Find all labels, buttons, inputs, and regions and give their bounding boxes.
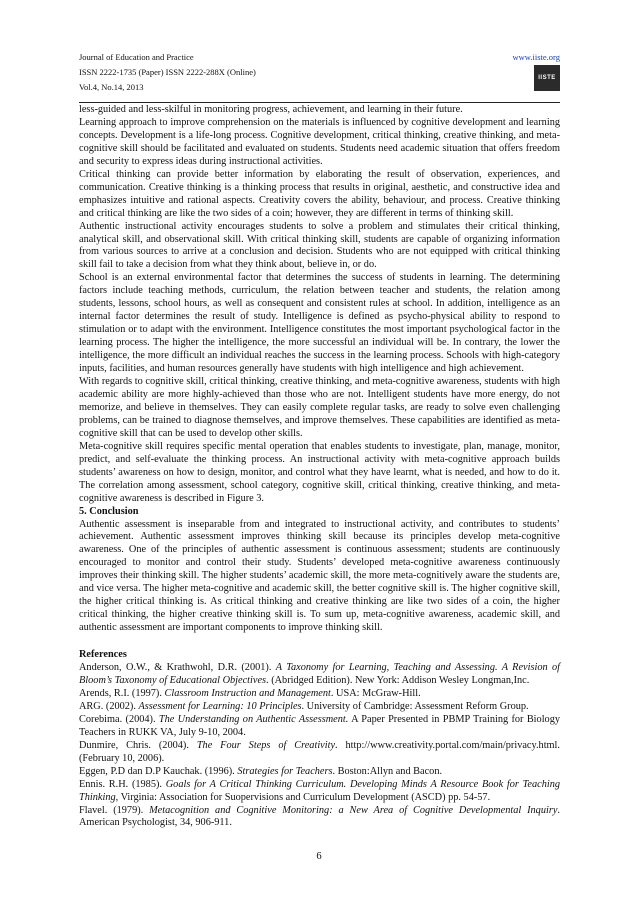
header-divider bbox=[79, 102, 560, 103]
reference-item: Corebima. (2004). The Understanding on Authentic Assessment. A Paper Presented in PBMP Training for Biology Teachers in RUKK VA, July 9-10, 2004. bbox=[79, 713, 560, 738]
reference-item: Arends, R.I. (1997). Classroom Instruction and Management. USA: McGraw-Hill. bbox=[79, 687, 421, 699]
paragraph: School is an external environmental factor that determines the success of students in learning. The determining factors include teaching methods, curriculum, the relation between teacher and students, the relation among students, lessons, school hours, as well as consequent and consistent rules at school. In addition, intelligence as an internal factor determines the result of study. Intelligence is defined as psycho-physical ability to respond to stimulation or to adapt with the environment. Intelligence constitutes the most important psychological factor in the learning process. The higher the intelligence, the more successful an individual will be. In contrary, the lower the intelligence, the more difficult an individual reaches the success in the learning process. Schools with high-category inputs, facilities, and human resources generally have students with high intelligence and high achievement. bbox=[79, 272, 560, 375]
article-body bbox=[79, 104, 560, 830]
paragraph: Learning approach to improve comprehension on the materials is influenced by cognitive development and learning concepts. Development is a life-long process. Cognitive development, critical thinking, creative thinking, and meta-cognitive skill should be facilitated and evaluated on students. Students need academic situation that offers freedom and security to express ideas during instructional activities. bbox=[79, 116, 560, 167]
reference-item: Dunmire, Chris. (2004). The Four Steps of Creativity. http://www.creativity.portal.com/main/privacy.html. (February 10, 2006). bbox=[79, 739, 560, 764]
iiste-logo bbox=[534, 65, 560, 91]
logo-text: IISTE bbox=[538, 74, 556, 81]
paragraph: less-guided and less-skilful in monitoring progress, achievement, and learning in their future. bbox=[79, 104, 463, 115]
reference-item: Eggen, P.D dan D.P Kauchak. (1996). Strategies for Teachers. Boston:Allyn and Bacon. bbox=[79, 765, 443, 777]
journal-url-link[interactable]: www.iiste.org bbox=[512, 52, 560, 62]
reference-list bbox=[79, 662, 560, 830]
section-heading: 5. Conclusion bbox=[79, 505, 139, 517]
page-header bbox=[79, 50, 560, 110]
reference-item: Anderson, O.W., & Krathwohl, D.R. (2001). A Taxonomy for Learning, Teaching and Assessing. A Revision of Bloom’s Taxonomy of Educational Objectives. (Abridged Edition). New York: Addison Wesley Longman,Inc. bbox=[79, 662, 560, 686]
paragraph: Authentic instructional activity encourages students to solve a problem and stimulates their critical thinking, analytical skill, and observational skill. With critical thinking skill, students are capable of organizing information from various sources to arrive at a conclusion and decision. Students who are not equipped with critical thinking skill fail to take a decision from what they think about, believe in, or do. bbox=[79, 220, 560, 271]
reference-item: Ennis. R.H. (1985). Goals for A Critical Thinking Curriculum. Developing Minds A Resource Book for Teaching Thinking, Virginia: Association for Suopervisions and Curriculum Development (ASCD) pp. 54-57. bbox=[79, 778, 561, 803]
volume-line: Vol.4, No.14, 2013 bbox=[79, 82, 144, 92]
paragraph: Authentic assessment is inseparable from and integrated to instructional activity, and contributes to students’ achievement. Authentic assessment improves thinking skill because its principles develop meta-cognitive awareness. One of the principles of authentic assessment is continuous assessment; students are continuously encouraged to monitor and control their study. Students’ developed meta-cognitive awareness continuously improves their thinking skill. The higher students’ academic skill, the more meta-cognitively aware the students are, and vice versa. The higher meta-cognitive and academic skill, the better cognitive skill is. The higher cognitive skill, the higher critical thinking is. As critical thinking and creative thinking are like two sides of a coin, the higher critical thinking, the higher creative thinking skill is. To sum up, meta-cognitive awareness, academic skill, and authentic assessment are important components to improve thinking skill. bbox=[79, 518, 560, 634]
page-number: 6 bbox=[316, 851, 322, 862]
issn-line: ISSN 2222-1735 (Paper) ISSN 2222-288X (Online) bbox=[79, 67, 256, 77]
paragraph: Critical thinking can provide better information by elaborating the result of observation, experiences, and communication. Creative thinking is a thinking process that results in original, aesthetic, and constructive idea and emphasizes intuitive and rational aspects. Creativity covers the ability, behaviour, and process. Creative thinking and critical thinking are like the two sides of a coin; however, they are different in terms of thinking skill. bbox=[79, 168, 560, 219]
paragraph: With regards to cognitive skill, critical thinking, creative thinking, and meta-cognitive awareness, students with high academic ability are more highly-achieved than those who are not. Intelligent students have more energy, do not memorize, and believe in themselves. They can easily complete regular tasks, are ready to solve even challenging problems, can be trained to diagnose themselves, and improve themselves. These capabilities are identified as meta-cognitive skill that can be used to develop other skills. bbox=[79, 376, 560, 439]
reference-item: Flavel. (1979). Metacognition and Cognitive Monitoring: a New Area of Cognitive Developmental Inquiry. American Psychologist, 34, 906-911. bbox=[79, 804, 560, 829]
paragraph: Meta-cognitive skill requires specific mental operation that enables students to investigate, plan, manage, monitor, predict, and self-evaluate the thinking process. An instructional activity with meta-cognitive approach builds students’ awareness on how to design, monitor, and control what they have learnt, what is needed, and how to do it. The correlation among assessment, school category, cognitive skill, critical thinking, creative thinking, and meta-cognitive awareness is described in Figure 3. bbox=[79, 440, 560, 504]
reference-item: ARG. (2002). Assessment for Learning: 10 Principles. University of Cambridge: Assessment Reform Group. bbox=[79, 700, 529, 712]
journal-title: Journal of Education and Practice bbox=[79, 52, 194, 62]
references-heading: References bbox=[79, 649, 127, 661]
